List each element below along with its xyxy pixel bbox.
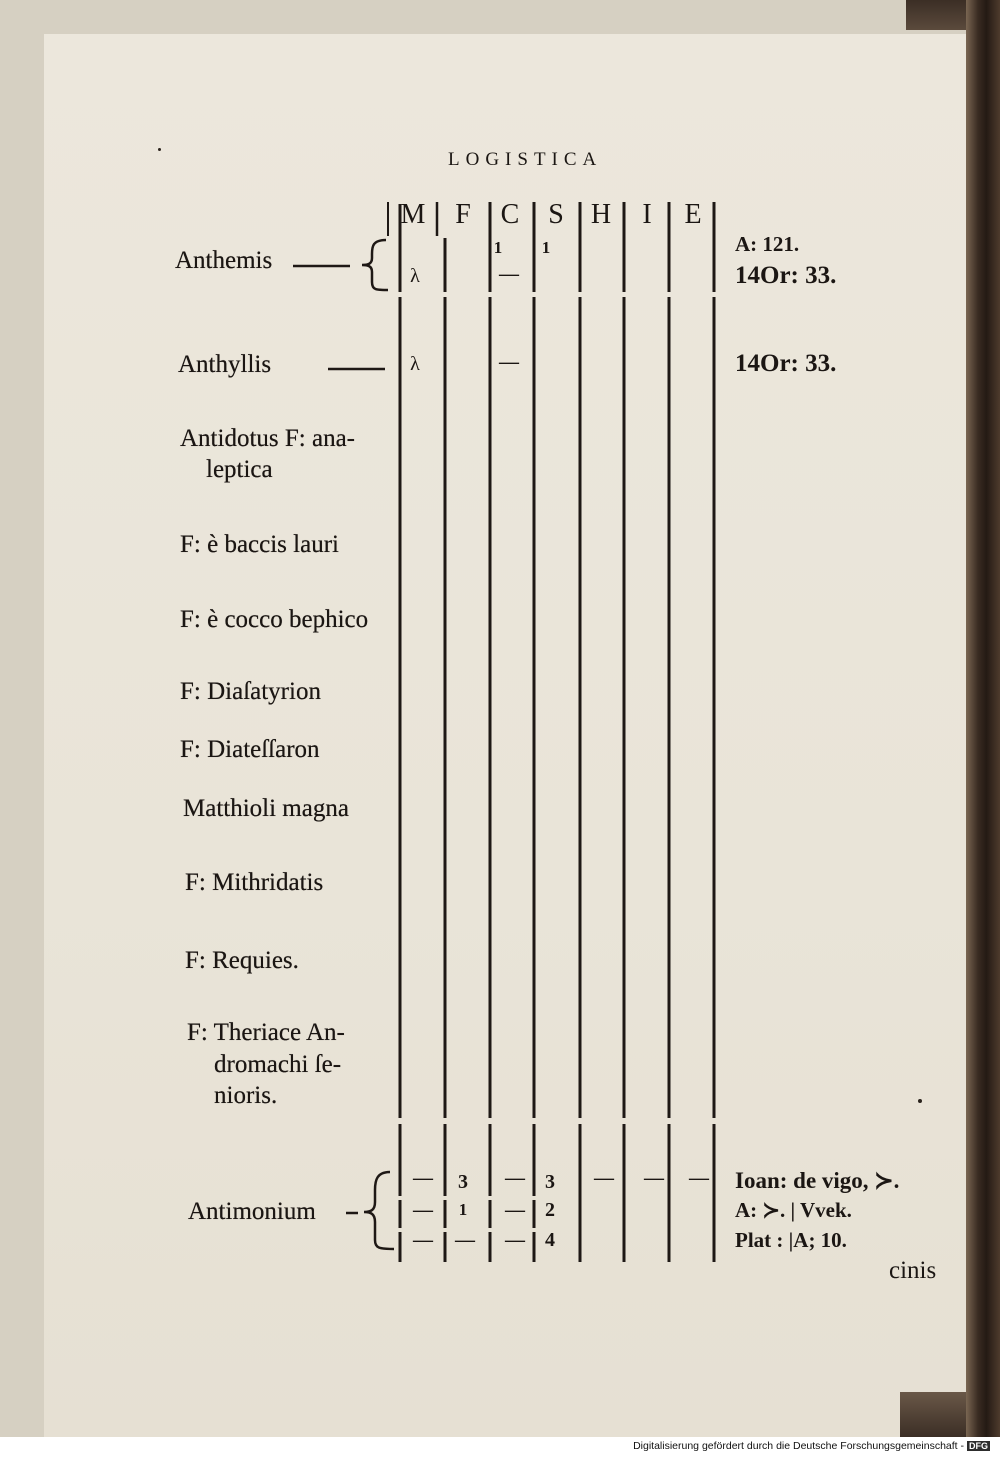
table-cell: —	[505, 1229, 525, 1251]
entry-label: F: è baccis lauri	[180, 531, 339, 558]
table-cell: —	[644, 1167, 664, 1189]
entry-label: Antimonium	[188, 1198, 316, 1225]
table-cell: —	[505, 1199, 525, 1221]
entry-label: Anthyllis	[178, 351, 272, 378]
table-cell: 3	[545, 1171, 555, 1193]
column-header-i: I	[642, 199, 652, 230]
entry-label: F: è cocco bephico	[180, 606, 369, 633]
reference-note: 14Or: 33.	[735, 350, 837, 377]
table-cell: —	[689, 1167, 709, 1189]
column-header-s: S	[548, 199, 564, 230]
table-cell: 2	[545, 1199, 555, 1221]
reference-note: A: 121.	[735, 232, 800, 256]
table-cell: —	[455, 1229, 475, 1251]
reference-note: Ioan: de vigo, ≻.	[735, 1168, 900, 1193]
entry-label: Matthioli magna	[183, 795, 349, 822]
brace	[364, 1172, 394, 1249]
table-cell: 4	[545, 1229, 555, 1251]
table-cell: λ	[410, 265, 420, 287]
table-cell: 1	[493, 238, 503, 257]
brace	[362, 240, 388, 290]
entry-label: F: Diateſſaron	[180, 736, 320, 763]
table-cell: 1	[541, 238, 551, 257]
entry-label: F: Diaſatyrion	[180, 678, 321, 705]
ink-speck	[918, 1099, 922, 1103]
entry-label: F: Mithridatis	[185, 869, 324, 896]
entry-label: nioris.	[214, 1082, 278, 1109]
entry-label: leptica	[206, 456, 273, 483]
reference-note: A: ≻. | Vvek.	[735, 1198, 852, 1222]
column-header-h: H	[590, 199, 612, 230]
entry-label: dromachi ſe-	[214, 1051, 342, 1078]
reference-note: 14Or: 33.	[735, 262, 837, 289]
table-cell: 1	[458, 1200, 468, 1219]
dfg-logo: DFG	[969, 1441, 988, 1451]
entry-label: F: Theriace An-	[187, 1019, 345, 1046]
column-header-f: F	[455, 199, 471, 230]
column-header-e: E	[684, 199, 702, 230]
table-cell: —	[499, 263, 519, 285]
table-cell: 3	[458, 1171, 468, 1193]
table-cell: —	[413, 1167, 433, 1189]
catchword: cinis	[889, 1257, 937, 1284]
table-cell: —	[413, 1229, 433, 1251]
entry-label: F: Requies.	[185, 947, 299, 974]
ink-speck	[158, 148, 161, 151]
footer-text: Digitalisierung gefördert durch die Deutsche Forschungsgemeinschaft -	[633, 1440, 964, 1452]
table-cell: —	[413, 1199, 433, 1221]
entry-label: Antidotus F: ana-	[180, 425, 355, 452]
table-cell: —	[594, 1167, 614, 1189]
reference-note: Plat : |A; 10.	[735, 1228, 847, 1252]
table-cell: —	[505, 1167, 525, 1189]
column-header-c: C	[500, 199, 520, 230]
table-cell: —	[499, 351, 519, 373]
table-cell: λ	[410, 353, 420, 375]
column-header-m: M	[400, 199, 426, 230]
digitization-footer	[633, 1440, 990, 1452]
entry-label: Anthemis	[175, 247, 273, 274]
running-title: LOGISTICA	[448, 149, 603, 170]
